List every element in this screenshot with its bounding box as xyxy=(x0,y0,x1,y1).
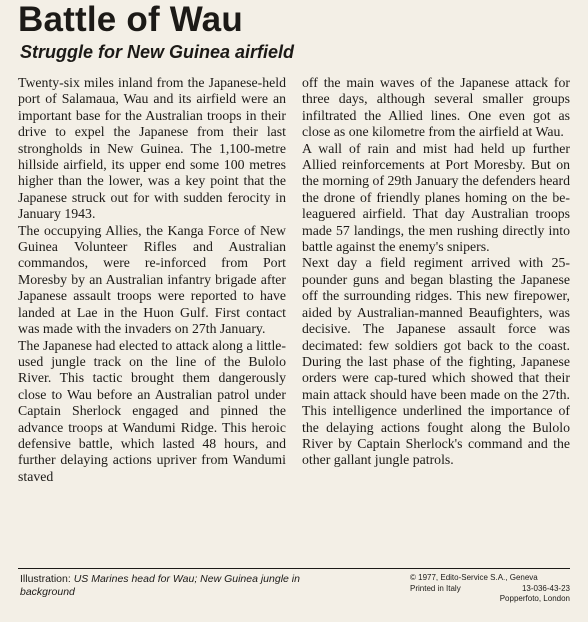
paragraph: Twenty-six miles inland from the Japanese-held port of Salamaua, Wau and its airfield were an important base for the Australian troops in their drive to expel the Japanese from their last strongholds in New Guinea. The 1,100-metre hillside airfield, its upper end some 100 metres higher than the lower, was a key point that the Japanese struck out for with sudden ferocity in January 1943. xyxy=(18,75,286,222)
text-column-right xyxy=(302,75,570,568)
footer-divider xyxy=(18,568,570,569)
article-body xyxy=(18,75,570,568)
printed-in: Printed in Italy xyxy=(410,583,461,593)
paragraph: The Japanese had elected to attack along a little-used jungle track on the line of the Bulolo River. This tactic brought them dangerously close to Wau before an Australian patrol under Captain Sherlock engaged and pinned the advance troops at Wandumi Ridge. This heroic defensive battle, which lasted 48 hours, and further delaying actions upriver from Wandumi staved xyxy=(18,337,286,484)
paragraph: The occupying Allies, the Kanga Force of New Guinea Volunteer Rifles and Australian commandos, were re-inforced from Port Moresby by an Australian infantry brigade after Japanese assault troops were reported to have landed at Lae in the Huon Gulf. First contact was made with the invaders on 27th January. xyxy=(18,222,286,337)
article-subtitle: Struggle for New Guinea airfield xyxy=(20,42,295,62)
illustration-label: Illustration: xyxy=(20,573,74,585)
illustration-caption: US Marines head for Wau; New Guinea jungle in background xyxy=(20,573,300,598)
copyright-notice: © 1977, Edito-Service S.A., Geneva xyxy=(410,573,538,582)
paragraph: A wall of rain and mist had held up further Allied reinforcements at Port Moresby. But on the morning of 29th January the defenders heard the drone of friendly planes homing on the be-leaguered airfield. That day Australian troops made 57 landings, the men rushing directly into battle against the enemy's snipers. xyxy=(302,140,570,255)
illustration-credit xyxy=(20,573,320,599)
paragraph: off the main waves of the Japanese attack for three days, although several smaller groups infiltrated the Allied lines. One even got as close as one kilometre from the airfield at Wau. xyxy=(302,75,570,140)
publisher-info xyxy=(410,573,570,605)
card-code: 13-036-43-23 xyxy=(521,583,570,593)
paragraph: Next day a field regiment arrived with 25-pounder guns and began blasting the Japanese off the surrounding ridges. This new firepower, aided by Australian-manned Beaufighters, was decisive. The Japanese assault force was decimated: few soldiers got back to the coast. During the last phase of the fighting, Japanese orders were cap-tured which showed that their main attack should have been made on the 27th. This intelligence underlined the importance of the delaying actions fought along the Bulolo River by Captain Sherlock's command and the other gallant jungle patrols. xyxy=(302,255,570,468)
article-title: Battle of Wau xyxy=(18,0,243,39)
text-column-left xyxy=(18,75,286,568)
photo-credit: Popperfoto, London xyxy=(499,594,570,603)
